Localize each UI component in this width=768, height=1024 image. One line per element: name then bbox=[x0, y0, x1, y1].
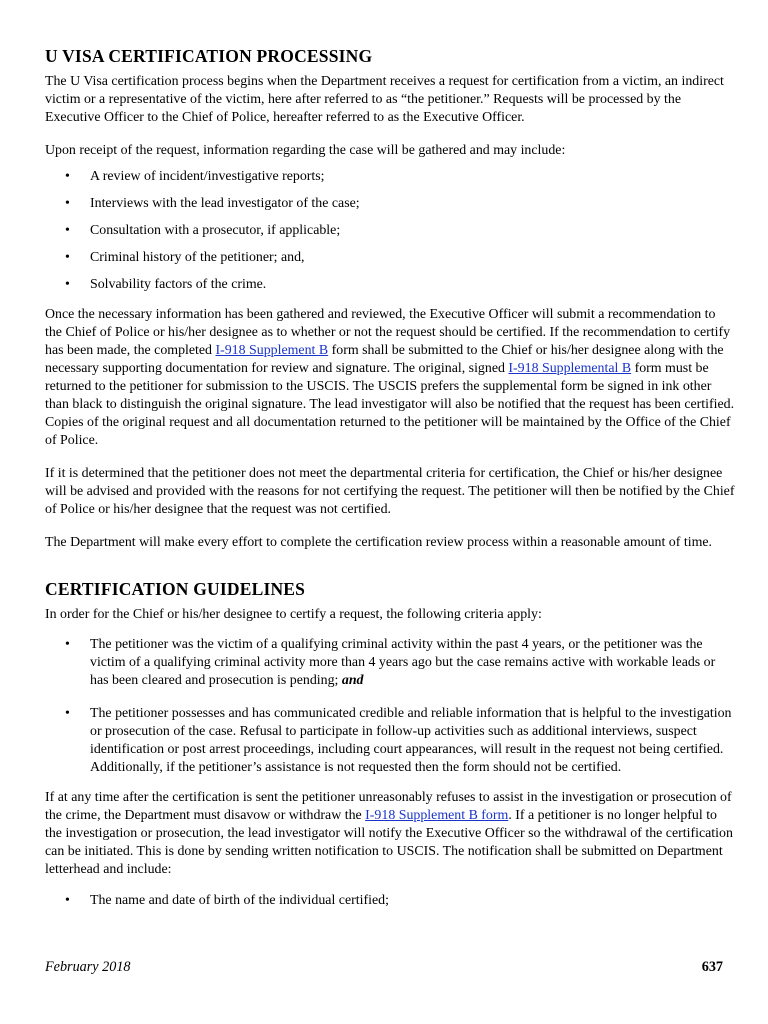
not-certified-paragraph: If it is determined that the petitioner does not meet the departmental criteria for certification, the Chief or his/her designee will be advised and provided with the reasons for not certifying the request. The petitioner will then be notified by the Chief of Police or his/her designee that the request was not certified. bbox=[45, 466, 735, 517]
bullet-icon: • bbox=[65, 637, 70, 652]
bullet-icon: • bbox=[65, 706, 70, 721]
page-number: 637 bbox=[701, 959, 723, 975]
list-item: • Solvability factors of the crime. bbox=[65, 277, 267, 292]
section-title-u-visa: U VISA CERTIFICATION PROCESSING bbox=[45, 46, 373, 66]
section-title-guidelines: CERTIFICATION GUIDELINES bbox=[45, 579, 306, 599]
list-item: • The name and date of birth of the individual certified; bbox=[65, 893, 389, 908]
bullet-icon: • bbox=[65, 277, 70, 292]
guidelines-intro: In order for the Chief or his/her designee to certify a request, the following criteria apply: bbox=[45, 607, 542, 622]
gathering-list bbox=[45, 168, 735, 294]
notification-list bbox=[45, 892, 735, 910]
list-item: • Criminal history of the petitioner; and, bbox=[65, 250, 305, 265]
bullet-icon: • bbox=[65, 893, 70, 908]
bullet-icon: • bbox=[65, 250, 70, 265]
i918-supplement-b-link[interactable]: I-918 Supplement B bbox=[215, 343, 329, 358]
footer-date: February 2018 bbox=[45, 959, 131, 975]
list-item: • A review of incident/investigative reports; bbox=[65, 169, 325, 184]
bullet-icon: • bbox=[65, 223, 70, 238]
i918-supplement-b-form-link[interactable]: I-918 Supplement B form bbox=[365, 808, 509, 823]
document-page bbox=[45, 46, 735, 910]
receipt-paragraph: Upon receipt of the request, information regarding the case will be gathered and may include: bbox=[45, 143, 566, 158]
i918-supplemental-b-link[interactable]: I-918 Supplemental B bbox=[508, 361, 632, 376]
withdrawal-paragraph: If at any time after the certification is sent the petitioner unreasonably refuses to assist in the investigation or prosecution of the crime, the Department must disavow or withdraw the I-918 Supplement B form. If a petitioner is no longer helpful to the investigation or prosecution, the lead investigator will notify the Executive Officer so the withdrawal of the certification can be initiated. This is done by sending written notification to USCIS. The notification shall be submitted on Department letterhead and include: bbox=[45, 790, 733, 877]
criteria-list bbox=[45, 636, 735, 777]
list-item: • Consultation with a prosecutor, if applicable; bbox=[65, 223, 341, 238]
list-item: • Interviews with the lead investigator of the case; bbox=[65, 196, 360, 211]
list-item: • The petitioner was the victim of a qualifying criminal activity within the past 4 years, or the petitioner was the victim of a qualifying criminal activity more than 4 years ago but the case remains active with workable leads or has been cleared and prosecution is pending; and bbox=[65, 637, 716, 688]
bullet-icon: • bbox=[65, 196, 70, 211]
bullet-icon: • bbox=[65, 169, 70, 184]
process-paragraph: Once the necessary information has been gathered and reviewed, the Executive Officer will submit a recommendation to the Chief of Police or his/her designee as to whether or not the request should be certified. If the recommendation to certify has been made, the completed I-918 Supplement B form shall be submitted to the Chief or his/her designee along with the necessary supporting documentation for review and signature. The original, signed I-918 Supplemental B form must be returned to the petitioner for submission to the USCIS. The USCIS prefers the supplemental form be signed in ink other than black to distinguish the original signature. The lead investigator will also be notified that the request has been certified. Copies of the original request and all documentation returned to the petitioner will be maintained by the Office of the Chief of Police. bbox=[45, 307, 735, 448]
intro-paragraph: The U Visa certification process begins when the Department receives a request for certification from a victim, an indirect victim or a representative of the victim, here after referred to as “the petitioner.” Requests will be processed by the Executive Officer to the Chief of Police, hereafter referred to as the Executive Officer. bbox=[45, 74, 724, 125]
list-item: • The petitioner possesses and has communicated credible and reliable information that is helpful to the investigation or prosecution of the case. Refusal to participate in follow-up activities such as additional interviews, suspect identification or post arrest proceedings, including court appearances, will result in the request not being certified. Additionally, if the petitioner’s assistance is not requested then the form should not be certified. bbox=[65, 706, 732, 775]
review-time-paragraph: The Department will make every effort to complete the certification review process within a reasonable amount of time. bbox=[45, 535, 713, 550]
